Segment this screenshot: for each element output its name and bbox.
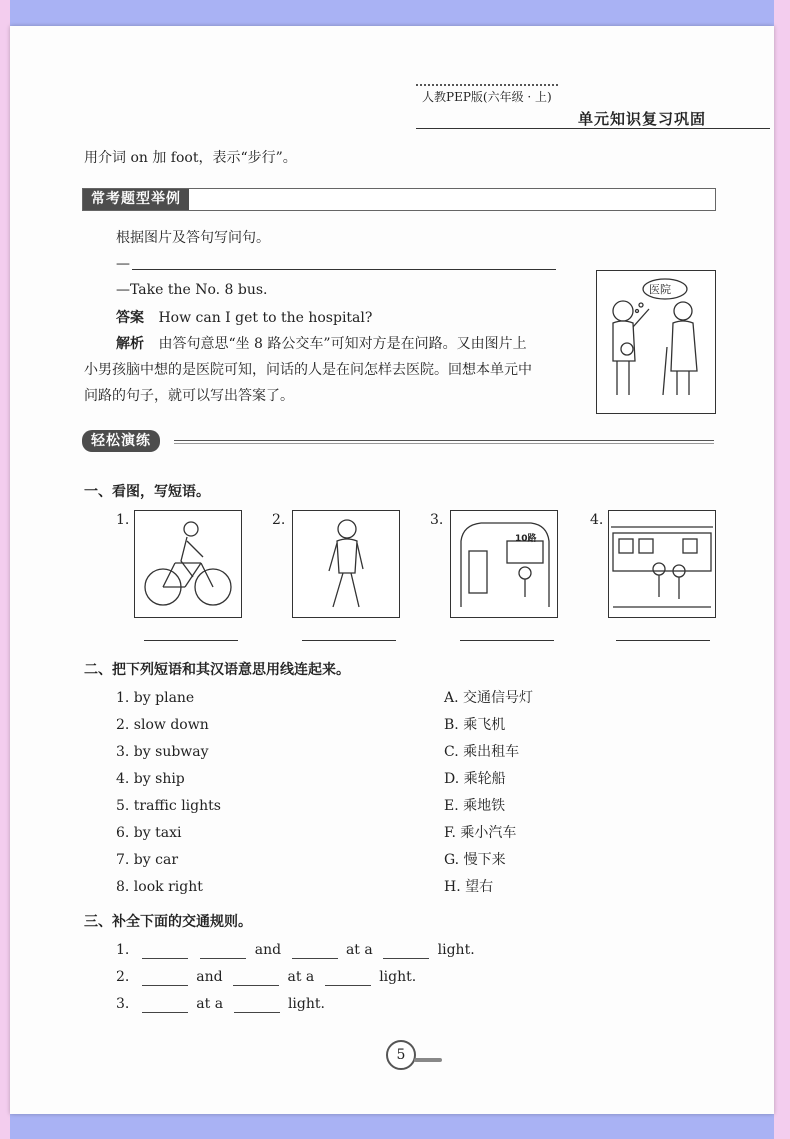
q3-line-1-word-2: at a (345, 942, 373, 958)
q2-right-g[interactable]: G. 慢下来 (444, 852, 506, 868)
q3-line-2-blank-1[interactable] (142, 971, 188, 986)
q3-line-1-word-3: light. (437, 942, 475, 958)
left-frame-strip (0, 0, 10, 1139)
q3-line-3-blank-1[interactable] (142, 998, 188, 1013)
question-dash: — (116, 256, 130, 272)
bus-boy-picture (450, 510, 558, 618)
q3-line-3-blank-2[interactable] (234, 998, 280, 1013)
q3-line-3-word-2: light. (287, 996, 325, 1012)
q1-answer-line-4[interactable] (616, 640, 710, 641)
practice-section-bar (82, 430, 716, 454)
q2-left-3[interactable]: 3. by subway (116, 744, 209, 760)
train-station-picture (608, 510, 716, 618)
q3-line-1-blank-4[interactable] (383, 944, 429, 959)
book-edition-label: 人教PEP版(六年级 · 上) (416, 84, 558, 105)
page-number-tail (414, 1058, 442, 1062)
q3-line-2-number: 2. (116, 969, 130, 985)
q3-line-3-number: 3. (116, 996, 130, 1012)
walking-boy-picture (292, 510, 400, 618)
q2-right-d[interactable]: D. 乘轮船 (444, 771, 506, 787)
header-rule (416, 128, 770, 129)
page-number: 5 (386, 1040, 416, 1070)
answer-label: 答案 (116, 310, 144, 326)
q3-line-2-blank-3[interactable] (325, 971, 371, 986)
q1-item-3-number: 3. (430, 512, 444, 528)
intro-line: 用介词 on 加 foot，表示“步行”。 (84, 150, 297, 166)
practice-section-tag: 轻松演练 (82, 430, 160, 452)
example-section-tag: 常考题型举例 (83, 189, 189, 210)
hospital-question-picture (596, 270, 716, 414)
analysis-line-1: 由答句意思“坐 8 路公交车”可知对方是在问路。又由图片上 (158, 336, 527, 352)
answer-text: How can I get to the hospital? (158, 310, 373, 326)
q3-line-3-word-1: at a (196, 996, 224, 1012)
q2-right-f[interactable]: F. 乘小汽车 (444, 825, 517, 841)
q1-title: 一、看图，写短语。 (84, 484, 210, 500)
q3-line-2-word-3: light. (379, 969, 417, 985)
bicycle-icon (135, 511, 241, 617)
q2-right-b[interactable]: B. 乘飞机 (444, 717, 506, 733)
q2-left-6[interactable]: 6. by taxi (116, 825, 182, 841)
q3-line-1-blank-1[interactable] (142, 944, 188, 959)
q1-item-1-number: 1. (116, 512, 130, 528)
q3-line-2-word-2: at a (287, 969, 315, 985)
q2-right-h[interactable]: H. 望右 (444, 879, 494, 895)
right-frame-strip (774, 0, 790, 1139)
bus-icon (451, 511, 557, 617)
example-section-bar (82, 188, 716, 211)
q2-left-5[interactable]: 5. traffic lights (116, 798, 221, 814)
q3-line-2-blank-2[interactable] (233, 971, 279, 986)
q2-right-e[interactable]: E. 乘地铁 (444, 798, 506, 814)
q3-line-1-blank-3[interactable] (292, 944, 338, 959)
q2-title: 二、把下列短语和其汉语意思用线连起来。 (84, 662, 350, 678)
q3-line-3 (116, 996, 325, 1013)
q3-line-1-blank-2[interactable] (200, 944, 246, 959)
answer-sentence: —Take the No. 8 bus. (116, 282, 268, 298)
q3-title: 三、补全下面的交通规则。 (84, 914, 252, 930)
unit-review-title: 单元知识复习巩固 (578, 110, 707, 128)
bicycle-rider-picture (134, 510, 242, 618)
q2-left-2[interactable]: 2. slow down (116, 717, 209, 733)
analysis-line-3: 问路的句子，就可以写出答案了。 (84, 388, 294, 404)
question-blank-line[interactable] (132, 269, 556, 270)
q1-answer-line-2[interactable] (302, 640, 396, 641)
q1-item-4-number: 4. (590, 512, 604, 528)
q3-line-1-number: 1. (116, 942, 130, 958)
example-prompt: 根据图片及答句写问句。 (116, 230, 270, 246)
hospital-bubble-text: 医院 (649, 283, 671, 296)
q3-line-1 (116, 942, 475, 959)
q3-line-2-word-1: and (196, 969, 223, 985)
bus-route-sign: 10路 (515, 534, 537, 544)
train-icon (609, 511, 715, 617)
practice-section-rule (174, 440, 714, 444)
q2-left-1[interactable]: 1. by plane (116, 690, 195, 706)
q2-right-a[interactable]: A. 交通信号灯 (444, 690, 534, 706)
q2-right-c[interactable]: C. 乘出租车 (444, 744, 520, 760)
q2-left-7[interactable]: 7. by car (116, 852, 179, 868)
walking-boy-icon (293, 511, 399, 617)
q1-item-2-number: 2. (272, 512, 286, 528)
q1-answer-line-1[interactable] (144, 640, 238, 641)
analysis-line-2: 小男孩脑中想的是医院可知，问话的人是在问怎样去医院。回想本单元中 (84, 362, 532, 378)
q2-left-4[interactable]: 4. by ship (116, 771, 185, 787)
q1-answer-line-3[interactable] (460, 640, 554, 641)
q2-left-8[interactable]: 8. look right (116, 879, 203, 895)
q3-line-2 (116, 969, 416, 986)
q3-line-1-word-1: and (254, 942, 282, 958)
analysis-label: 解析 (116, 336, 144, 352)
